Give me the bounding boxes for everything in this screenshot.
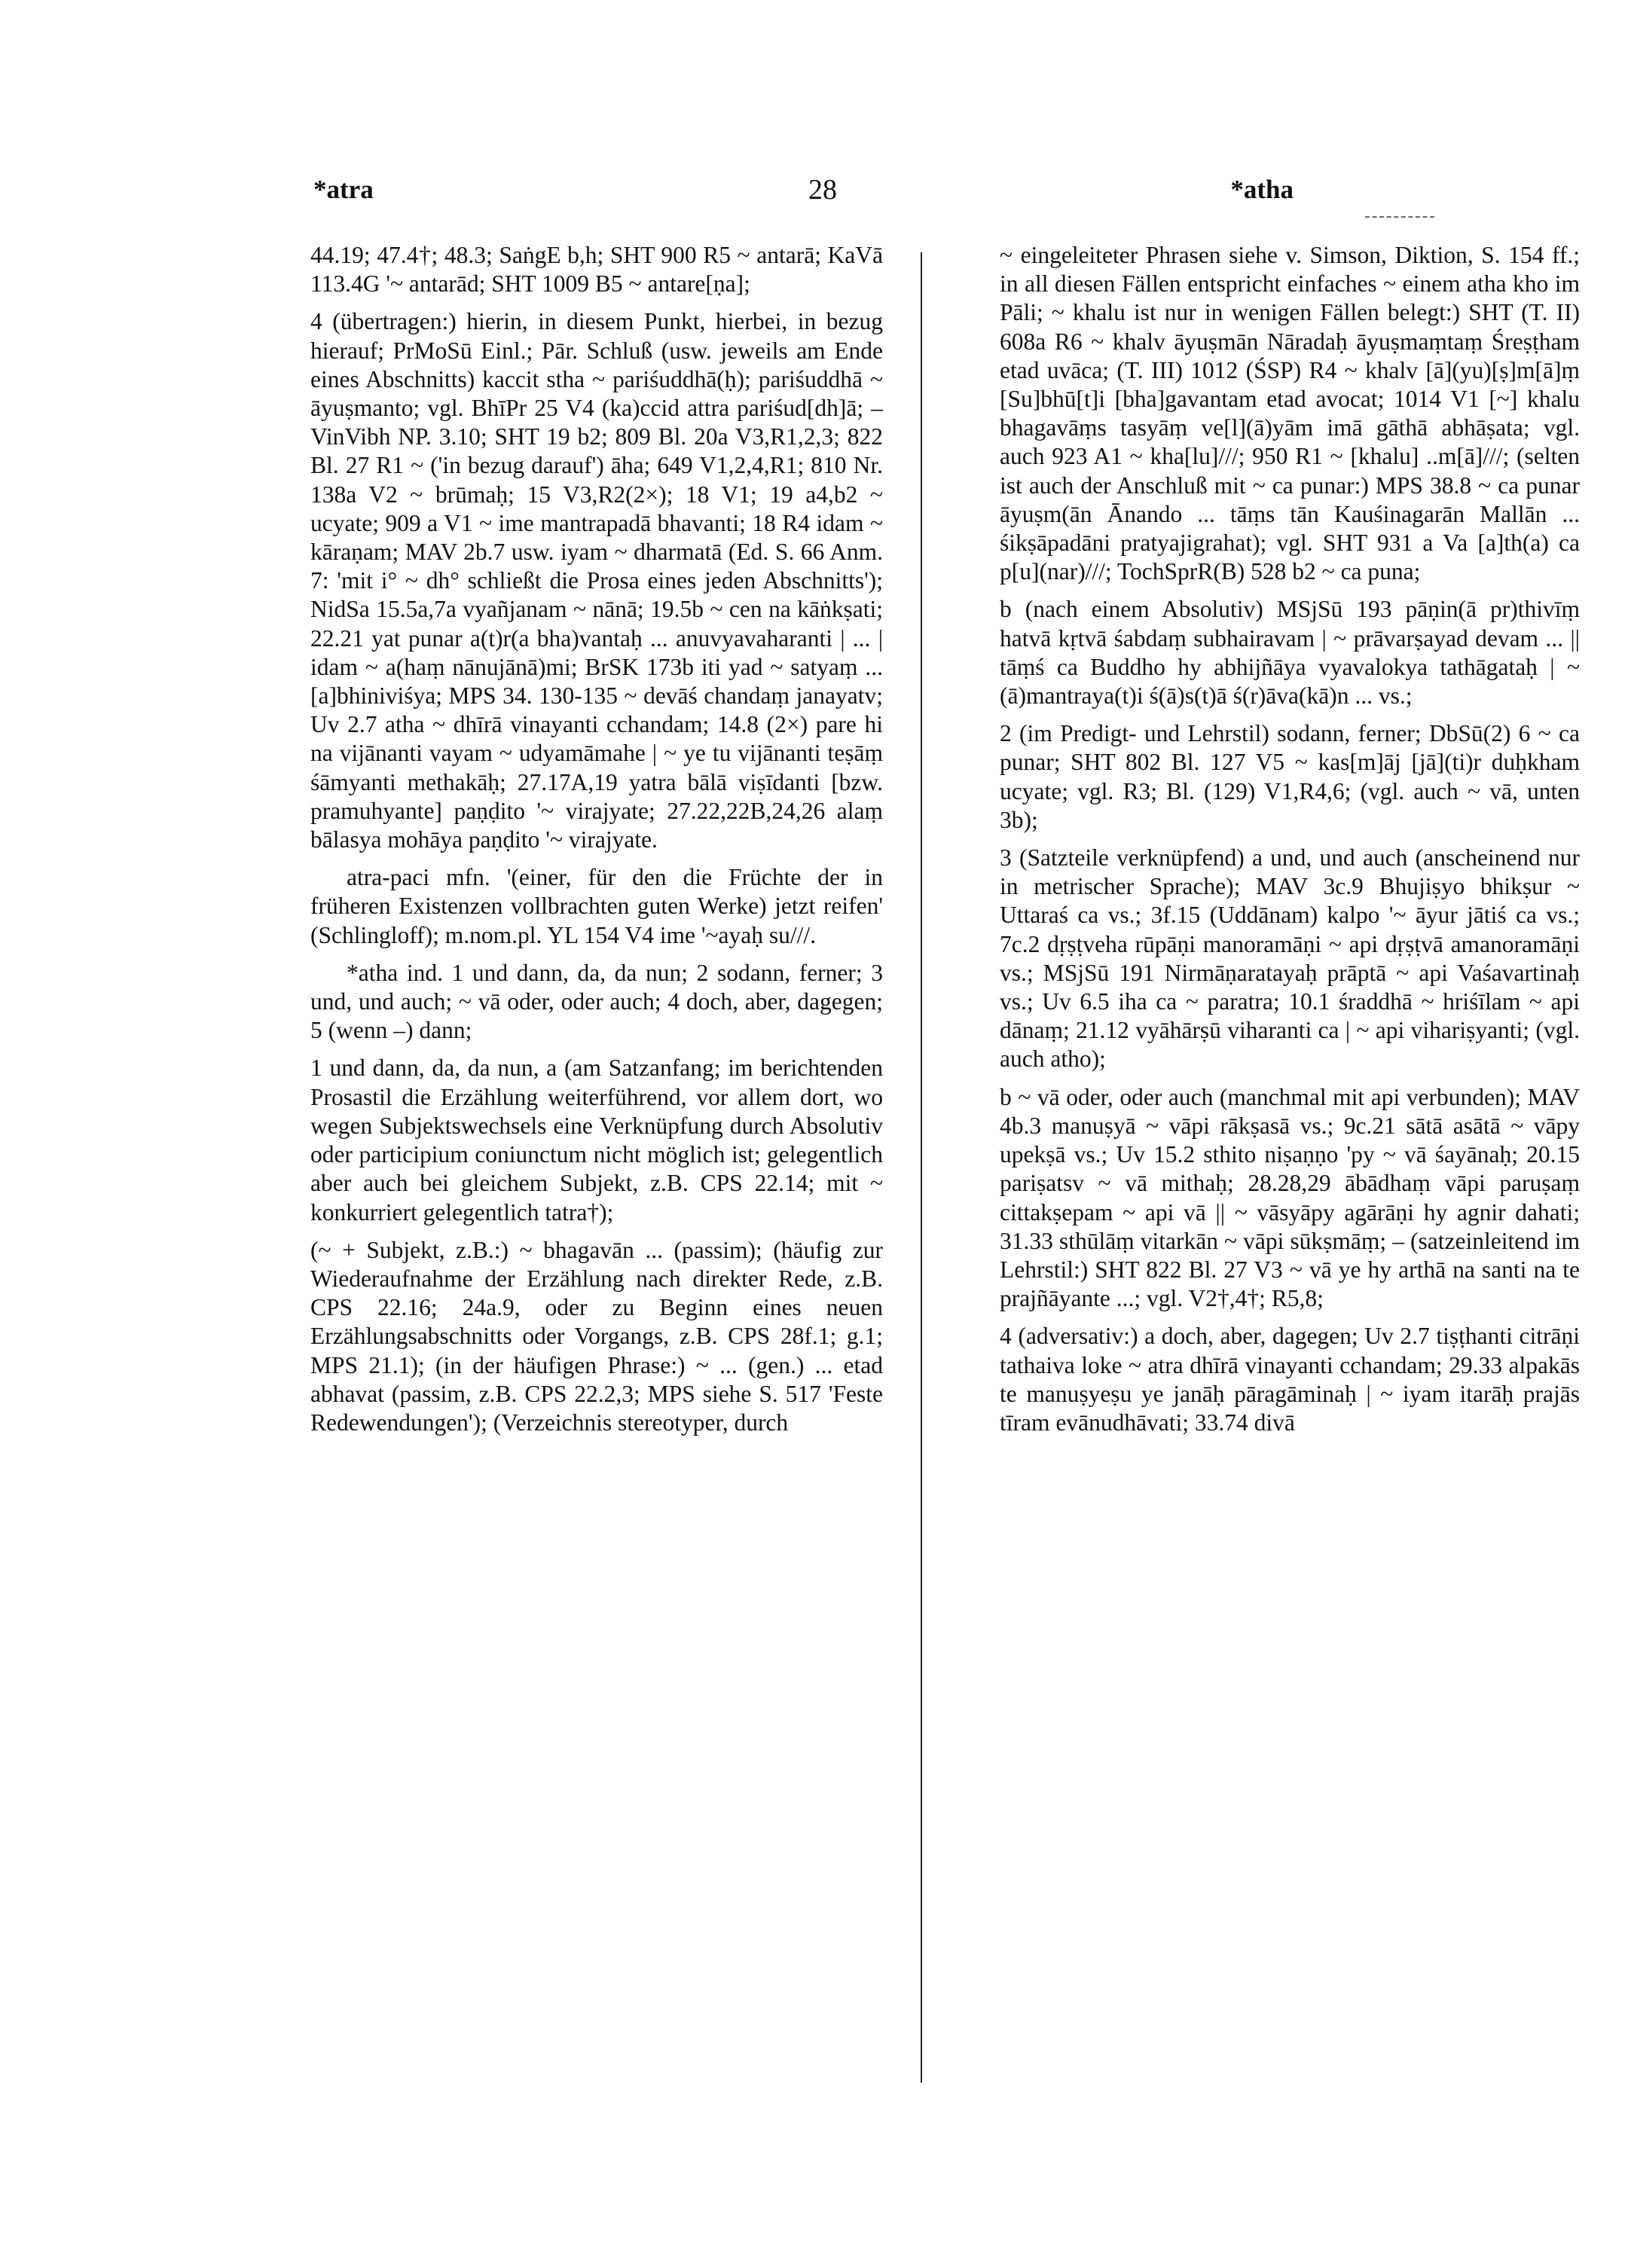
header-rule [1365,216,1434,218]
entry-paragraph: 4 (übertragen:) hierin, in diesem Punkt, hierbei, in bezug hierauf; PrMoSū Einl.; Pār. Schluß (usw. jeweils am Ende eines Abschnitts) kaccit stha ~ pariśuddhā(ḥ); pariśuddhā ~ āyuṣmanto; vgl. BhīPr 25 V4 (ka)ccid attra pariśud[dh]ā; – VinVibh NP. 3.10; SHT 19 b2; 809 Bl. 20a V3,R1,2,3; 822 Bl. 27 R1 ~ ('in bezug darauf') āha; 649 V1,2,4,R1; 810 Nr. 138a V2 ~ brūmaḥ; 15 V3,R2(2×); 18 V1; 19 a4,b2 ~ ucyate; 909 a V1 ~ ime mantrapadā bhavanti; 18 R4 idam ~ kāraṇam; MAV 2b.7 usw. iyam ~ dharmatā (Ed. S. 66 Anm. 7: 'mit i° ~ dh° schließt die Prosa eines jeden Abschnitts'); NidSa 15.5a,7a vyañjanam ~ nānā; 19.5b ~ cen na kāṅkṣati; 22.21 yat punar a(t)r(a bha)vantaḥ ... anuvyavaharanti | ... | idam ~ a(haṃ nānujānā)mi; BrSK 173b iti yad ~ satyaṃ ... [a]bhiniviśya; MPS 34. 130-135 ~ devāś chandaṃ janayatv; Uv 2.7 atha ~ dhīrā vinayanti cchandam; 14.8 (2×) pare hi na vijānanti vayam ~ udyamāmahe | ~ ye tu vijānanti teṣāṃ śāmyanti methakāḥ; 27.17A,19 yatra bālā viṣīdanti [bzw. pramuhyante] paṇḍito '~ virajyate; 27.22,22B,24,26 alaṃ bālasya mohāya paṇḍito '~ virajyate. [310,308,883,853]
header-left-headword: *atra [313,175,374,204]
left-column [310,241,883,1446]
entry-paragraph: (~ + Subjekt, z.B.:) ~ bhagavān ... (passim); (häufig zur Wiederaufnahme der Erzählung nach direkter Rede, z.B. CPS 22.16; 24a.9, oder zu Beginn eines neuen Erzählungsabschnitts oder Vorgangs, z.B. CPS 28f.1; g.1; MPS 21.1); (in der häufigen Phrase:) ~ ... (gen.) ... etad abhavat (passim, z.B. CPS 22.2,3; MPS siehe S. 517 'Feste Redewendungen'); (Verzeichnis stereotyper, durch [310,1236,883,1436]
column-divider [921,252,922,2083]
entry-paragraph: b (nach einem Absolutiv) MSjSū 193 pāṇin(ā pr)thivīṃ hatvā kṛtvā śabdaṃ subhairavam | ~ prāvarṣayad devam ... || tāṃś ca Buddho hy abhijñāya vyavalokya tathāgataḥ | ~ (ā)mantraya(t)i ś(ā)s(t)ā ś(r)āva(kā)n ... vs.; [1000,596,1580,710]
right-column [1000,241,1580,1446]
page-number: 28 [808,174,837,206]
entry-paragraph: 3 (Satzteile verknüpfend) a und, und auch (anscheinend nur in metrischer Sprache); MAV 3c.9 Bhujiṣyo bhikṣur ~ Uttaraś ca vs.; 3f.15 (Uddānam) kalpo '~ āyur jātiś ca vs.; 7c.2 dṛṣṭveha rūpāṇi manoramāṇi ~ api dṛṣṭvā amanoramāṇi vs.; MSjSū 191 Nirmāṇaratayaḥ prāptā ~ api Vaśavartinaḥ vs.; Uv 6.5 iha ca ~ paratra; 10.1 śraddhā ~ hriśīlam ~ api dānaṃ; 21.12 vyāhārṣū viharanti ca | ~ api vihariṣyanti; (vgl. auch atho); [1000,844,1580,1073]
entry-paragraph: atra-paci mfn. '(einer, für den die Früchte der in früheren Existenzen vollbrachten guten Werke) jetzt reifen' (Schlingloff); m.nom.pl. YL 154 V4 ime '~ayaḥ su///. [310,864,883,948]
entry-paragraph: b ~ vā oder, oder auch (manchmal mit api verbunden); MAV 4b.3 manuṣyā ~ vāpi rākṣasā vs.; 9c.21 sātā asātā ~ vāpy upekṣā vs.; Uv 15.2 sthito niṣaṇṇo 'py ~ vā śayānaḥ; 20.15 pariṣatsv ~ vā mithaḥ; 28.28,29 ābādhaṃ vāpi paruṣaṃ cittakṣepam ~ api vā || ~ vāsyāpy agārāṇi hy agnir dahati; 31.33 sthūlāṃ vitarkān ~ vāpi sūkṣmāṃ; – (satzeinleitend im Lehrstil:) SHT 822 Bl. 27 V3 ~ vā ye hy arthā na santi na te prajñāyante ...; vgl. V2†,4†; R5,8; [1000,1083,1580,1312]
entry-paragraph: 44.19; 47.4†; 48.3; SaṅgE b,h; SHT 900 R5 ~ antarā; KaVā 113.4G '~ antarād; SHT 1009 B5 ~ antare[ṇa]; [310,242,883,298]
header-right-headword: *atha [1230,175,1294,204]
entry-paragraph: 2 (im Predigt- und Lehrstil) sodann, ferner; DbSū(2) 6 ~ ca punar; SHT 802 Bl. 127 V5 ~ kas[m]āj [jā](ti)r duḥkham ucyate; vgl. R3; Bl. (129) V1,R4,6; (vgl. auch ~ vā, unten 3b); [1000,720,1580,833]
entry-paragraph: ~ eingeleiteter Phrasen siehe v. Simson, Diktion, S. 154 ff.; in all diesen Fällen entspricht einfaches ~ einem atha kho im Pāli; ~ khalu ist nur in wenigen Fällen belegt:) SHT (T. II) 608a R6 ~ khalv āyuṣmān Nāradaḥ āyuṣmaṃtaṃ Śreṣṭham etad uvāca; (T. III) 1012 (ŚSP) R4 ~ khalv [ā](yu)[ṣ]m[ā]ṃ [Su]bhū[t]i [bha]gavantam etad avocat; 1014 V1 [~] khalu bhagavāṃs tasyāṃ ve[l](ā)yām imā gāthā abhāṣata; vgl. auch 923 A1 ~ kha[lu]///; 950 R1 ~ [khalu] ..m[ā]///; (selten ist auch der Anschluß mit ~ ca punar:) MPS 38.8 ~ ca punar āyuṣm(ān Ānando ... tāṃs tān Kauśinagarān Mallān ... śikṣāpadāni pratyajigrahat); vgl. SHT 931 a Va [a]th(a) ca p[u](nar)///; TochSprR(B) 528 b2 ~ ca puna; [1000,242,1580,585]
entry-paragraph: *atha ind. 1 und dann, da, da nun; 2 sodann, ferner; 3 und, und auch; ~ vā oder, oder auch; 4 doch, aber, dagegen; 5 (wenn –) dann; [310,959,883,1044]
entry-paragraph: 4 (adversativ:) a doch, aber, dagegen; Uv 2.7 tiṣṭhanti citrāṇi tathaiva loke ~ atra dhīrā vinayanti cchandam; 29.33 alpakās te manuṣyeṣu ye janāḥ pāragāminaḥ | ~ iyam itarāḥ prajās tīram evānudhāvati; 33.74 divā [1000,1323,1580,1436]
entry-paragraph: 1 und dann, da, da nun, a (am Satzanfang; im berichtenden Prosastil die Erzählung weiterführend, vor allem dort, wo wegen Subjektswechsels eine Verknüpfung durch Absolutiv oder participium coniunctum nicht möglich ist; gelegentlich aber auch bei gleichem Subjekt, z.B. CPS 22.14; mit ~ konkurriert gelegentlich tatra†); [310,1055,883,1226]
